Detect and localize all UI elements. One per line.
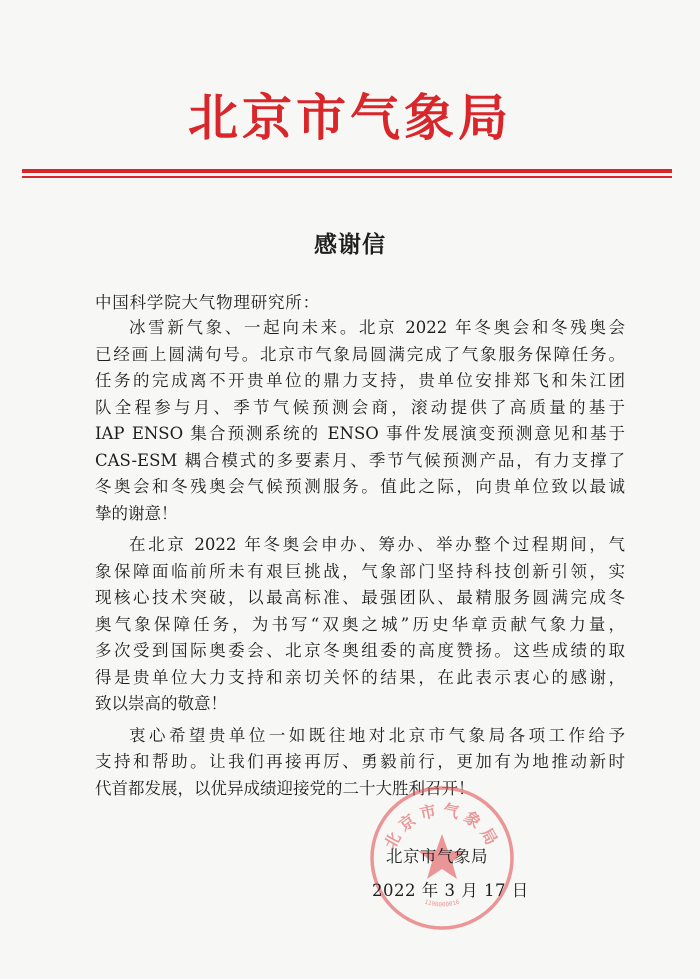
paragraph-line: 代首都发展，以优异成绩迎接党的二十大胜利召开！ xyxy=(95,778,475,798)
paragraph-line: 得是贵单位大力支持和亲切关怀的结果，在此表示衷心的感谢， xyxy=(95,667,625,687)
signature-date: 2022 年 3 月 17 日 xyxy=(372,881,529,900)
letter-paragraph xyxy=(95,723,625,803)
letter-paragraph xyxy=(95,532,625,718)
paragraph-line: 奥气象保障任务，为书写“双奥之城”历史华章贡献气象力量， xyxy=(95,614,625,634)
salutation: 中国科学院大气物理研究所： xyxy=(95,293,320,312)
paragraph-line: 多次受到国际奥委会、北京冬奥组委的高度赞扬。这些成绩的取 xyxy=(95,641,625,660)
paragraph-line: 冬奥会和冬残奥会气候预测服务。值此之际，向贵单位致以最诚 xyxy=(95,477,625,496)
svg-text:1100000016: 1100000016 xyxy=(423,898,461,909)
paragraph-line: 致以崇高的敬意！ xyxy=(95,694,227,713)
paragraph-line: 现核心技术突破，以最高标准、最强团队、最精服务圆满完成冬 xyxy=(95,588,625,607)
paragraph-line: 挚的谢意！ xyxy=(95,503,178,523)
document-title: 感谢信 xyxy=(314,232,386,258)
letterhead-rule-thin xyxy=(22,176,672,178)
paragraph-line: 冰雪新气象、一起向未来。北京 2022 年冬奥会和冬残奥会 xyxy=(129,318,625,337)
paragraph-line: 支持和帮助。让我们再接再厉、勇毅前行，更加有为地推动新时 xyxy=(95,752,625,771)
signature-organization: 北京市气象局 xyxy=(386,847,488,866)
paragraph-line: 已经画上圆满句号。北京市气象局圆满完成了气象服务保障任务。 xyxy=(95,344,625,364)
letterhead-rule-thick xyxy=(22,169,672,173)
paragraph-line: 队全程参与月、季节气候预测会商，滚动提供了高质量的基于 xyxy=(95,397,625,417)
paragraph-line: IAP ENSO 集合预测系统的 ENSO 事件发展演变预测意见和基于 xyxy=(95,424,625,443)
letter-paragraph xyxy=(95,315,625,527)
paragraph-line: 衷心希望贵单位一如既往地对北京市气象局各项工作给予 xyxy=(129,725,625,745)
paragraph-line: CAS-ESM 耦合模式的多要素月、季节气候预测产品，有力支撑了 xyxy=(95,450,625,470)
letter-body xyxy=(95,315,625,802)
paragraph-line: 象保障面临前所未有艰巨挑战，气象部门坚持科技创新引领，实 xyxy=(95,561,625,581)
paragraph-line: 在北京 2022 年冬奥会申办、筹办、举办整个过程期间，气 xyxy=(129,535,625,554)
letterhead-org-name: 北京市气象局 xyxy=(188,89,512,147)
svg-text:北京市气象局: 北京市气象局 xyxy=(380,800,504,853)
paragraph-line: 任务的完成离不开贵单位的鼎力支持，贵单位安排郑飞和朱江团 xyxy=(95,371,625,390)
